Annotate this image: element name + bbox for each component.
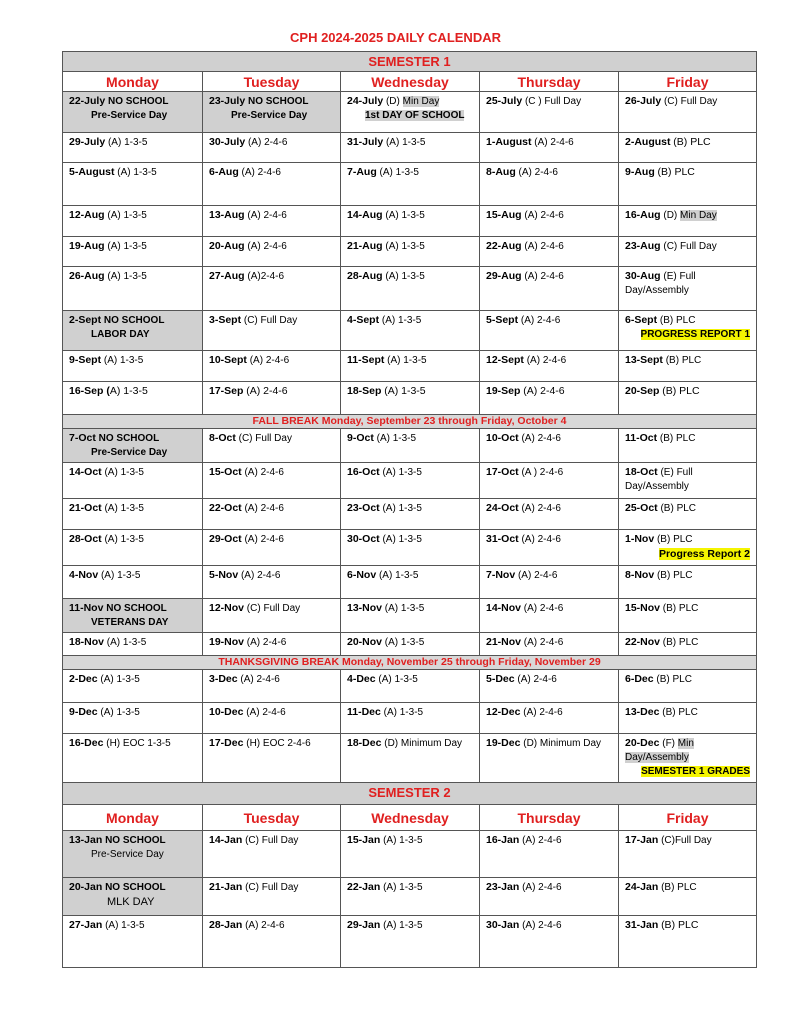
day-cell: 21-Aug (A) 1-3-5: [341, 237, 480, 267]
day-cell: 16-Oct (A) 1-3-5: [341, 463, 480, 499]
semester-1-heading: SEMESTER 1: [63, 52, 757, 72]
day-cell: 6-Sept (B) PLC PROGRESS REPORT 1: [619, 311, 757, 351]
day-cell: 13-Dec (B) PLC: [619, 703, 757, 734]
day-cell: 29-July (A) 1-3-5: [63, 133, 203, 163]
weekday-header-row: [63, 72, 757, 92]
day-cell: 5-Sept (A) 2-4-6: [480, 311, 619, 351]
day-cell: 31-Jan (B) PLC: [619, 916, 757, 968]
week-row: [63, 916, 757, 968]
first-day-label: 1st DAY OF SCHOOL: [365, 110, 465, 121]
day-cell: 8-Nov (B) PLC: [619, 566, 757, 599]
fall-break-row: [63, 415, 757, 429]
day-cell: 18-Oct (E) Full Day/Assembly: [619, 463, 757, 499]
day-cell: 16-Sep (A) 1-3-5: [63, 382, 203, 415]
thanksgiving-break-banner: THANKSGIVING BREAK Monday, November 25 through Friday, November 29: [63, 656, 757, 670]
day-cell: 15-Aug (A) 2-4-6: [480, 206, 619, 237]
day-cell: 10-Sept (A) 2-4-6: [203, 351, 341, 382]
week-row: [63, 237, 757, 267]
day-cell: 30-Jan (A) 2-4-6: [480, 916, 619, 968]
day-cell: 16-Jan (A) 2-4-6: [480, 831, 619, 878]
day-cell: 9-Aug (B) PLC: [619, 163, 757, 206]
day-cell: 19-Nov (A) 2-4-6: [203, 633, 341, 656]
day-header: Tuesday: [203, 72, 341, 92]
semester-grades-badge: SEMESTER 1 GRADES: [641, 766, 750, 777]
day-cell: 22-Aug (A) 2-4-6: [480, 237, 619, 267]
day-cell: 30-Oct (A) 1-3-5: [341, 530, 480, 566]
day-cell: 18-Dec (D) Minimum Day: [341, 734, 480, 783]
day-cell: 17-Jan (C)Full Day: [619, 831, 757, 878]
week-row: [63, 351, 757, 382]
day-cell: 27-Aug (A)2-4-6: [203, 267, 341, 311]
day-cell: 18-Sep (A) 1-3-5: [341, 382, 480, 415]
day-cell: 17-Sep (A) 2-4-6: [203, 382, 341, 415]
day-cell: 23-Jan (A) 2-4-6: [480, 878, 619, 916]
day-cell: 30-July (A) 2-4-6: [203, 133, 341, 163]
weekday-header-row: [63, 805, 757, 831]
day-cell: 12-Nov (C) Full Day: [203, 599, 341, 633]
day-cell: 24-Oct (A) 2-4-6: [480, 499, 619, 530]
day-header: Friday: [619, 805, 757, 831]
day-cell: 20-Nov (A) 1-3-5: [341, 633, 480, 656]
day-cell: 7-Aug (A) 1-3-5: [341, 163, 480, 206]
day-cell: 23-July NO SCHOOL Pre-Service Day: [203, 92, 341, 133]
week-row: [63, 499, 757, 530]
day-cell: 1-August (A) 2-4-6: [480, 133, 619, 163]
day-cell: 10-Oct (A) 2-4-6: [480, 429, 619, 463]
day-header: Thursday: [480, 72, 619, 92]
progress-report-badge: Progress Report 2: [658, 548, 750, 560]
day-cell: 16-Dec (H) EOC 1-3-5: [63, 734, 203, 783]
calendar-table: [62, 51, 757, 968]
day-cell: 22-Oct (A) 2-4-6: [203, 499, 341, 530]
day-cell: 20-Aug (A) 2-4-6: [203, 237, 341, 267]
day-cell: 13-Nov (A) 1-3-5: [341, 599, 480, 633]
day-cell: 29-Jan (A) 1-3-5: [341, 916, 480, 968]
day-cell: 1-Nov (B) PLC Progress Report 2: [619, 530, 757, 566]
week-row: [63, 163, 757, 206]
day-cell: 7-Oct NO SCHOOL Pre-Service Day: [63, 429, 203, 463]
day-cell: 19-Dec (D) Minimum Day: [480, 734, 619, 783]
day-cell: 11-Sept (A) 1-3-5: [341, 351, 480, 382]
week-row: [63, 133, 757, 163]
day-cell: 9-Oct (A) 1-3-5: [341, 429, 480, 463]
day-header: Monday: [63, 805, 203, 831]
semester-1-header-row: [63, 52, 757, 72]
day-cell: 29-Aug (A) 2-4-6: [480, 267, 619, 311]
day-cell: 6-Nov (A) 1-3-5: [341, 566, 480, 599]
day-cell: 12-Sept (A) 2-4-6: [480, 351, 619, 382]
day-cell: 8-Aug (A) 2-4-6: [480, 163, 619, 206]
day-cell: 17-Dec (H) EOC 2-4-6: [203, 734, 341, 783]
day-cell: 11-Nov NO SCHOOL VETERANS DAY: [63, 599, 203, 633]
week-row: [63, 633, 757, 656]
day-cell: 15-Oct (A) 2-4-6: [203, 463, 341, 499]
document-title: CPH 2024-2025 DAILY CALENDAR: [290, 30, 501, 45]
day-cell: 19-Sep (A) 2-4-6: [480, 382, 619, 415]
day-cell: 21-Oct (A) 1-3-5: [63, 499, 203, 530]
week-row: [63, 463, 757, 499]
day-cell: 21-Jan (C) Full Day: [203, 878, 341, 916]
day-cell: 24-July (D) Min Day 1st DAY OF SCHOOL: [341, 92, 480, 133]
day-cell: 26-July (C) Full Day: [619, 92, 757, 133]
day-cell: 15-Jan (A) 1-3-5: [341, 831, 480, 878]
day-cell: 2-August (B) PLC: [619, 133, 757, 163]
week-row: [63, 566, 757, 599]
day-cell: 11-Oct (B) PLC: [619, 429, 757, 463]
day-cell: 12-Dec (A) 2-4-6: [480, 703, 619, 734]
day-cell: 6-Dec (B) PLC: [619, 670, 757, 703]
day-cell: 26-Aug (A) 1-3-5: [63, 267, 203, 311]
day-cell: 14-Jan (C) Full Day: [203, 831, 341, 878]
day-cell: 9-Dec (A) 1-3-5: [63, 703, 203, 734]
week-row: [63, 267, 757, 311]
day-cell: 16-Aug (D) Min Day: [619, 206, 757, 237]
week-row: [63, 429, 757, 463]
day-cell: 19-Aug (A) 1-3-5: [63, 237, 203, 267]
fall-break-banner: FALL BREAK Monday, September 23 through Friday, October 4: [63, 415, 757, 429]
week-row: [63, 878, 757, 916]
day-cell: 3-Dec (A) 2-4-6: [203, 670, 341, 703]
day-cell: 5-August (A) 1-3-5: [63, 163, 203, 206]
thanksgiving-break-row: [63, 656, 757, 670]
week-row: [63, 831, 757, 878]
day-cell: 31-July (A) 1-3-5: [341, 133, 480, 163]
week-row: [63, 670, 757, 703]
day-cell: 22-Nov (B) PLC: [619, 633, 757, 656]
day-cell: 4-Nov (A) 1-3-5: [63, 566, 203, 599]
day-header: Wednesday: [341, 805, 480, 831]
day-cell: 5-Dec (A) 2-4-6: [480, 670, 619, 703]
day-cell: 4-Dec (A) 1-3-5: [341, 670, 480, 703]
day-header: Thursday: [480, 805, 619, 831]
day-cell: 6-Aug (A) 2-4-6: [203, 163, 341, 206]
day-cell: 25-July (C ) Full Day: [480, 92, 619, 133]
day-header: Monday: [63, 72, 203, 92]
day-cell: 22-July NO SCHOOL Pre-Service Day: [63, 92, 203, 133]
day-cell: 20-Jan NO SCHOOL MLK DAY: [63, 878, 203, 916]
day-cell: 28-Aug (A) 1-3-5: [341, 267, 480, 311]
day-cell: 30-Aug (E) Full Day/Assembly: [619, 267, 757, 311]
day-cell: 12-Aug (A) 1-3-5: [63, 206, 203, 237]
day-cell: 15-Nov (B) PLC: [619, 599, 757, 633]
week-row: [63, 92, 757, 133]
day-cell: 4-Sept (A) 1-3-5: [341, 311, 480, 351]
week-row: [63, 382, 757, 415]
progress-report-badge: PROGRESS REPORT 1: [640, 329, 750, 340]
day-cell: 22-Jan (A) 1-3-5: [341, 878, 480, 916]
week-row: [63, 703, 757, 734]
day-cell: 3-Sept (C) Full Day: [203, 311, 341, 351]
day-cell: 31-Oct (A) 2-4-6: [480, 530, 619, 566]
day-cell: 10-Dec (A) 2-4-6: [203, 703, 341, 734]
day-header: Tuesday: [203, 805, 341, 831]
week-row: [63, 206, 757, 237]
day-cell: 23-Aug (C) Full Day: [619, 237, 757, 267]
day-cell: 9-Sept (A) 1-3-5: [63, 351, 203, 382]
day-cell: 20-Sep (B) PLC: [619, 382, 757, 415]
day-cell: 11-Dec (A) 1-3-5: [341, 703, 480, 734]
week-row: [63, 734, 757, 783]
day-cell: 24-Jan (B) PLC: [619, 878, 757, 916]
semester-2-heading: SEMESTER 2: [63, 783, 757, 805]
day-cell: 5-Nov (A) 2-4-6: [203, 566, 341, 599]
day-cell: 8-Oct (C) Full Day: [203, 429, 341, 463]
day-cell: 27-Jan (A) 1-3-5: [63, 916, 203, 968]
day-cell: 14-Oct (A) 1-3-5: [63, 463, 203, 499]
day-cell: 28-Oct (A) 1-3-5: [63, 530, 203, 566]
day-cell: 18-Nov (A) 1-3-5: [63, 633, 203, 656]
day-cell: 28-Jan (A) 2-4-6: [203, 916, 341, 968]
day-cell: 14-Nov (A) 2-4-6: [480, 599, 619, 633]
day-cell: 23-Oct (A) 1-3-5: [341, 499, 480, 530]
week-row: [63, 599, 757, 633]
day-cell: 13-Aug (A) 2-4-6: [203, 206, 341, 237]
day-header: Friday: [619, 72, 757, 92]
day-cell: 25-Oct (B) PLC: [619, 499, 757, 530]
day-cell: 13-Sept (B) PLC: [619, 351, 757, 382]
day-cell: 2-Dec (A) 1-3-5: [63, 670, 203, 703]
week-row: [63, 530, 757, 566]
day-cell: 21-Nov (A) 2-4-6: [480, 633, 619, 656]
day-cell: 14-Aug (A) 1-3-5: [341, 206, 480, 237]
day-cell: 17-Oct (A ) 2-4-6: [480, 463, 619, 499]
semester-2-header-row: [63, 783, 757, 805]
day-cell: 2-Sept NO SCHOOL LABOR DAY: [63, 311, 203, 351]
day-cell: 7-Nov (A) 2-4-6: [480, 566, 619, 599]
day-cell: 29-Oct (A) 2-4-6: [203, 530, 341, 566]
week-row: [63, 311, 757, 351]
day-cell: 20-Dec (F) Min Day/Assembly SEMESTER 1 GRADES: [619, 734, 757, 783]
day-header: Wednesday: [341, 72, 480, 92]
day-cell: 13-Jan NO SCHOOL Pre-Service Day: [63, 831, 203, 878]
